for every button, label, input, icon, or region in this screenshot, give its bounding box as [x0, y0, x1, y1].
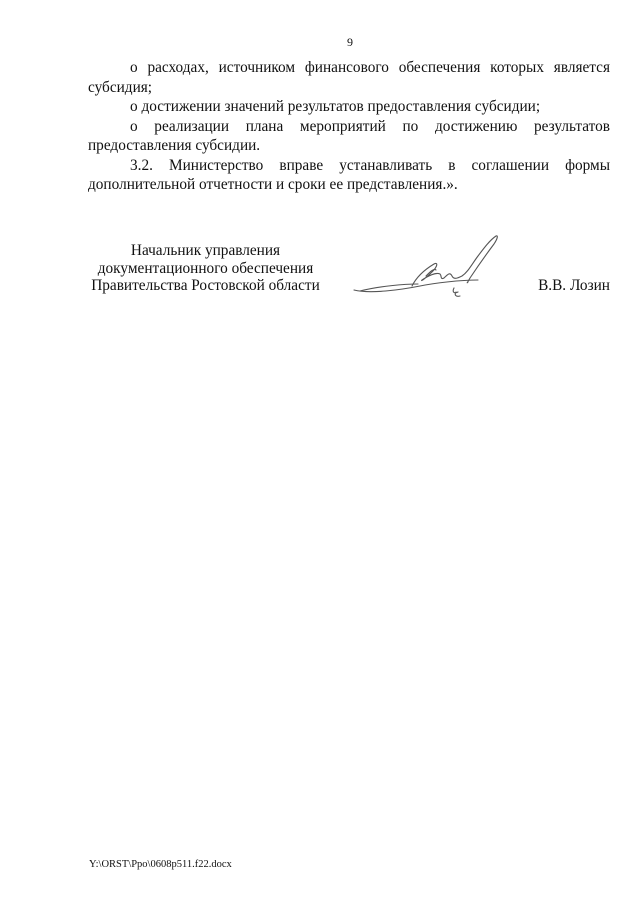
paragraph-results: о достижении значений результатов предоставления субсидии;: [130, 98, 541, 115]
handwritten-signature-icon: [350, 234, 500, 300]
paragraph-clause-3-2: 3.2. Министерство вправе устанавливать в соглашении формы дополнительной отчетности и сроки ее представления.».: [88, 156, 610, 193]
footer-file-path: Y:\ORST\Ppo\0608p511.f22.docx: [89, 859, 232, 870]
signatory-name: В.В. Лозин: [538, 277, 610, 294]
signature-block: [88, 242, 610, 312]
signatory-title-line: документационного обеспечения: [97, 259, 314, 277]
signatory-title-line: Правительства Ростовской области: [91, 277, 320, 294]
page-number: 9: [347, 35, 353, 49]
signatory-title: [88, 242, 323, 295]
signatory-title-line: Начальник управления: [130, 242, 281, 259]
paragraph-action-plan: о реализации плана мероприятий по достижению результатов предоставления субсидии.: [88, 117, 610, 154]
document-body: [88, 58, 610, 195]
paragraph-expenses: о расходах, источником финансового обеспечения которых является субсидия;: [88, 59, 610, 96]
